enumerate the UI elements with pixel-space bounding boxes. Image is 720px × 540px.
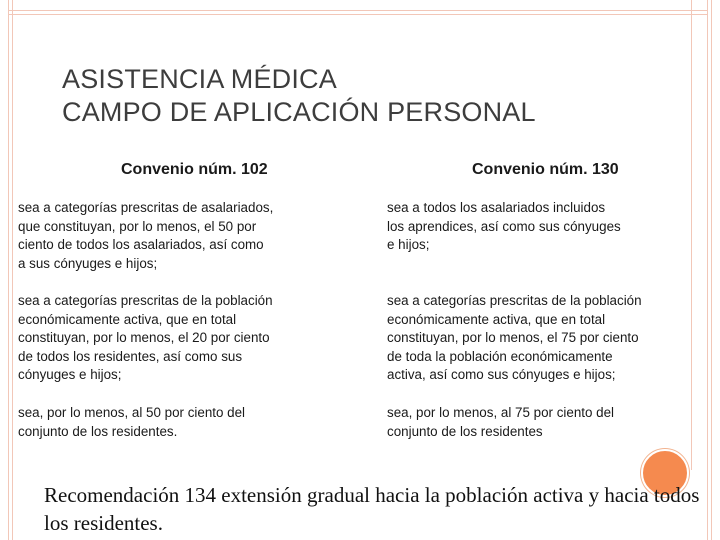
frame-left-line-inner [12, 0, 13, 540]
convenio-102-heading: Convenio núm. 102 [121, 161, 268, 178]
frame-top-line-inner [8, 14, 708, 15]
convenio-102-paragraph-2: sea a categorías prescritas de la población económicamente activa, que en total constituyan, por lo menos, el 20 por ciento de todos los residentes, así como sus cónyuges e hijos; [18, 293, 273, 382]
slide-title-line-1: ASISTENCIA MÉDICA [62, 64, 337, 94]
frame-right-line-inner [711, 0, 712, 540]
frame-right-accent-bar [691, 0, 692, 470]
frame-right-line-outer [707, 0, 708, 540]
convenio-130-paragraph-2: sea a categorías prescritas de la población económicamente activa, que en total constituyan, por lo menos, el 75 por ciento de toda la población económicamente activa, así como sus cónyuges e hijos; [387, 293, 642, 382]
convenio-102-paragraph-3: sea, por lo menos, al 50 por ciento del conjunto de los residentes. [18, 405, 246, 439]
convenio-130-paragraph-3: sea, por lo menos, al 75 por ciento del conjunto de los residentes [387, 405, 615, 439]
convenio-130-paragraph-1: sea a todos los asalariados incluidos los aprendices, así como sus cónyuges e hijos; [387, 200, 621, 252]
frame-top-line-outer [8, 10, 708, 11]
slide-title-line-2: CAMPO DE APLICACIÓN PERSONAL [62, 97, 536, 127]
convenio-102-paragraph-1: sea a categorías prescritas de asalariados, que constituyan, por lo menos, el 50 por ciento de todos los asalariados, así como a sus cónyuges e hijos; [18, 200, 274, 271]
convenio-130-heading: Convenio núm. 130 [472, 161, 619, 178]
recommendation-text: Recomendación 134 extensión gradual hacia la población activa y hacia todos los residentes. [44, 483, 700, 535]
frame-left-line-outer [8, 0, 9, 540]
convenio-130-column [387, 160, 687, 439]
convenio-102-column [18, 160, 348, 439]
slide-title [62, 63, 682, 129]
